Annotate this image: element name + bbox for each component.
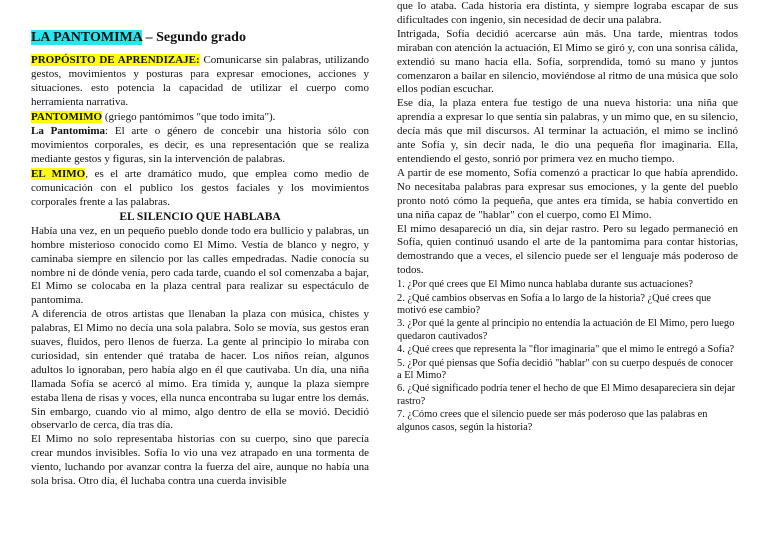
definition-paragraph (31, 125, 369, 167)
question-item: 4. ¿Qué crees que representa la "flor imaginaria" que el mimo le entregó a Sofía? (397, 344, 735, 356)
question-item: 7. ¿Cómo crees que el silencio puede ser más poderoso que las palabras en algunos casos, según la historia? (397, 409, 708, 433)
purpose-paragraph (31, 54, 369, 110)
story-paragraph: que lo ataba. Cada historia era distinta, y siempre lograba escapar de sus dificultades con ingenio, sin necesidad de decir una palabra. (397, 0, 738, 26)
story-heading: EL SILENCIO QUE HABLABA (119, 210, 281, 223)
question-item: 6. ¿Qué significado podría tener el hecho de que El Mimo desapareciera sin dejar rastro? (397, 383, 736, 407)
document-title (31, 31, 369, 45)
question-item: 5. ¿Por qué piensas que Sofía decidió "hablar" con su cuerpo después de conocer a El Mimo? (397, 357, 734, 381)
question-item: 3. ¿Por qué la gente al principio no entendía la actuación de El Mimo, pero luego quedaron cautivados? (397, 318, 735, 342)
mimo-label: EL MIMO (31, 168, 86, 181)
definition-label: La Pantomima (31, 125, 106, 138)
pantomimo-label: PANTOMIMO (31, 110, 103, 123)
story-paragraph: El mimo desapareció un día, sin dejar rastro. Pero su legado permaneció en Sofía, quien continuó usando el arte de la pantomima para contar historias, demostrando que a veces, el silencio puede ser el lenguaje más poderoso de todos. (397, 222, 738, 277)
title-highlight: LA PANTOMIMA (31, 30, 143, 45)
pantomimo-text: (griego pantómimos "que todo imita"). (102, 110, 276, 123)
pantomimo-paragraph (31, 111, 369, 125)
story-paragraph: Ese día, la plaza entera fue testigo de una nueva historia: una niña que aprendía a expresar lo que sentía sin palabras, y un mimo que, en su silencio, decía más que mil discursos. Al terminar la actuación, el mimo se inclinó ante Sofía y, sin decir nada, le dio una pequeña flor imaginaria. Ella, entendiendo el gesto, sonrió por primera vez en mucho tiempo. (397, 97, 738, 165)
definition-text: : El arte o género de concebir una historia sólo con movimientos corporales, es decir, es una representación que se realiza mediante gestos y figuras, sin la intervención de palabras. (31, 125, 369, 166)
question-item: 1. ¿Por qué crees que El Mimo nunca hablaba durante sus actuaciones? (397, 279, 694, 291)
question-item: 2. ¿Qué cambios observas en Sofía a lo largo de la historia? ¿Qué crees que motivó ese cambio? (397, 292, 712, 316)
story-paragraph: A diferencia de otros artistas que llenaban la plaza con música, chistes y palabras, El Mimo no decía una sola palabra. Solo se movía, sus gestos eran suaves, fluidos, pero llenos de fuerza. La gente al principio lo miraba con curiosidad, sin entender qué trataba de hacer. Los niños reían, algunos adultos lo ignoraban, pero había algo en él que cautivaba. Un día, una niña llamada Sofía se acercó al mimo. Era tímida y, aunque la plaza siempre estaba llena de risas y voces, ella nunca encontraba su lugar entre los demás. Sin embargo, cuando vio al mimo, algo dentro de ella se movió. Decidió observarlo de cerca, día tras día. (31, 308, 369, 432)
mimo-text: , es el arte dramático mudo, que emplea como medio de comunicación con el publico los gestos faciales y los movimientos corporales frente a las palabras. (31, 168, 370, 208)
mimo-paragraph (31, 168, 369, 210)
story-paragraph: Intrigada, Sofía decidió acercarse aún más. Una tarde, mientras todos miraban con atención la actuación, El Mimo se giró y, con una sonrisa cálida, extendió su mano hacia ella. Sofía, sorprendida, tomó su mano y juntos comenzaron a bailar en silencio, moviéndose al ritmo de una música que solo ellos podían escuchar. (397, 27, 738, 96)
story-paragraph: El Mimo no solo representaba historias con su cuerpo, sino que parecía crear mundos invisibles. Sofía lo vio una vez atrapado en una tormenta de viento, luchando por avanzar contra la fuerza del aire, aunque no había una sola brisa. Otro día, él luchaba contra una cuerda invisible (31, 433, 369, 488)
title-grade: – Segundo grado (142, 30, 246, 45)
purpose-text: Comunicarse sin palabras, utilizando gestos, movimientos y posturas para expresar emociones, acciones y situaciones. esto potencia la capacidad de utilizar el cuerpo como herramienta narrativa. (31, 53, 370, 108)
left-column (31, 0, 369, 489)
story-paragraph: A partir de ese momento, Sofía comenzó a practicar lo que había aprendido. No necesitaba palabras para expresar sus emociones, y la gente del pueblo pronto notó cómo la pequeña, que antes era tímida, se había convertido en una niña capaz de "hablar" con el cuerpo, como El Mimo. (397, 166, 738, 221)
purpose-label: PROPÓSITO DE APRENDIZAJE: (31, 53, 200, 66)
story-paragraph: Había una vez, en un pequeño pueblo donde todo era bullicio y palabras, un hombre misterioso conocido como El Mimo. Vestía de blanco y negro, y caminaba siempre en silencio por las calles empedradas. Nadie conocía su nombre ni de dónde venía, pero cada tarde, cuando el sol comenzaba a bajar, El Mimo se colocaba en la plaza central para realizar su espectáculo de pantomima. (31, 224, 369, 307)
right-column (397, 0, 738, 434)
